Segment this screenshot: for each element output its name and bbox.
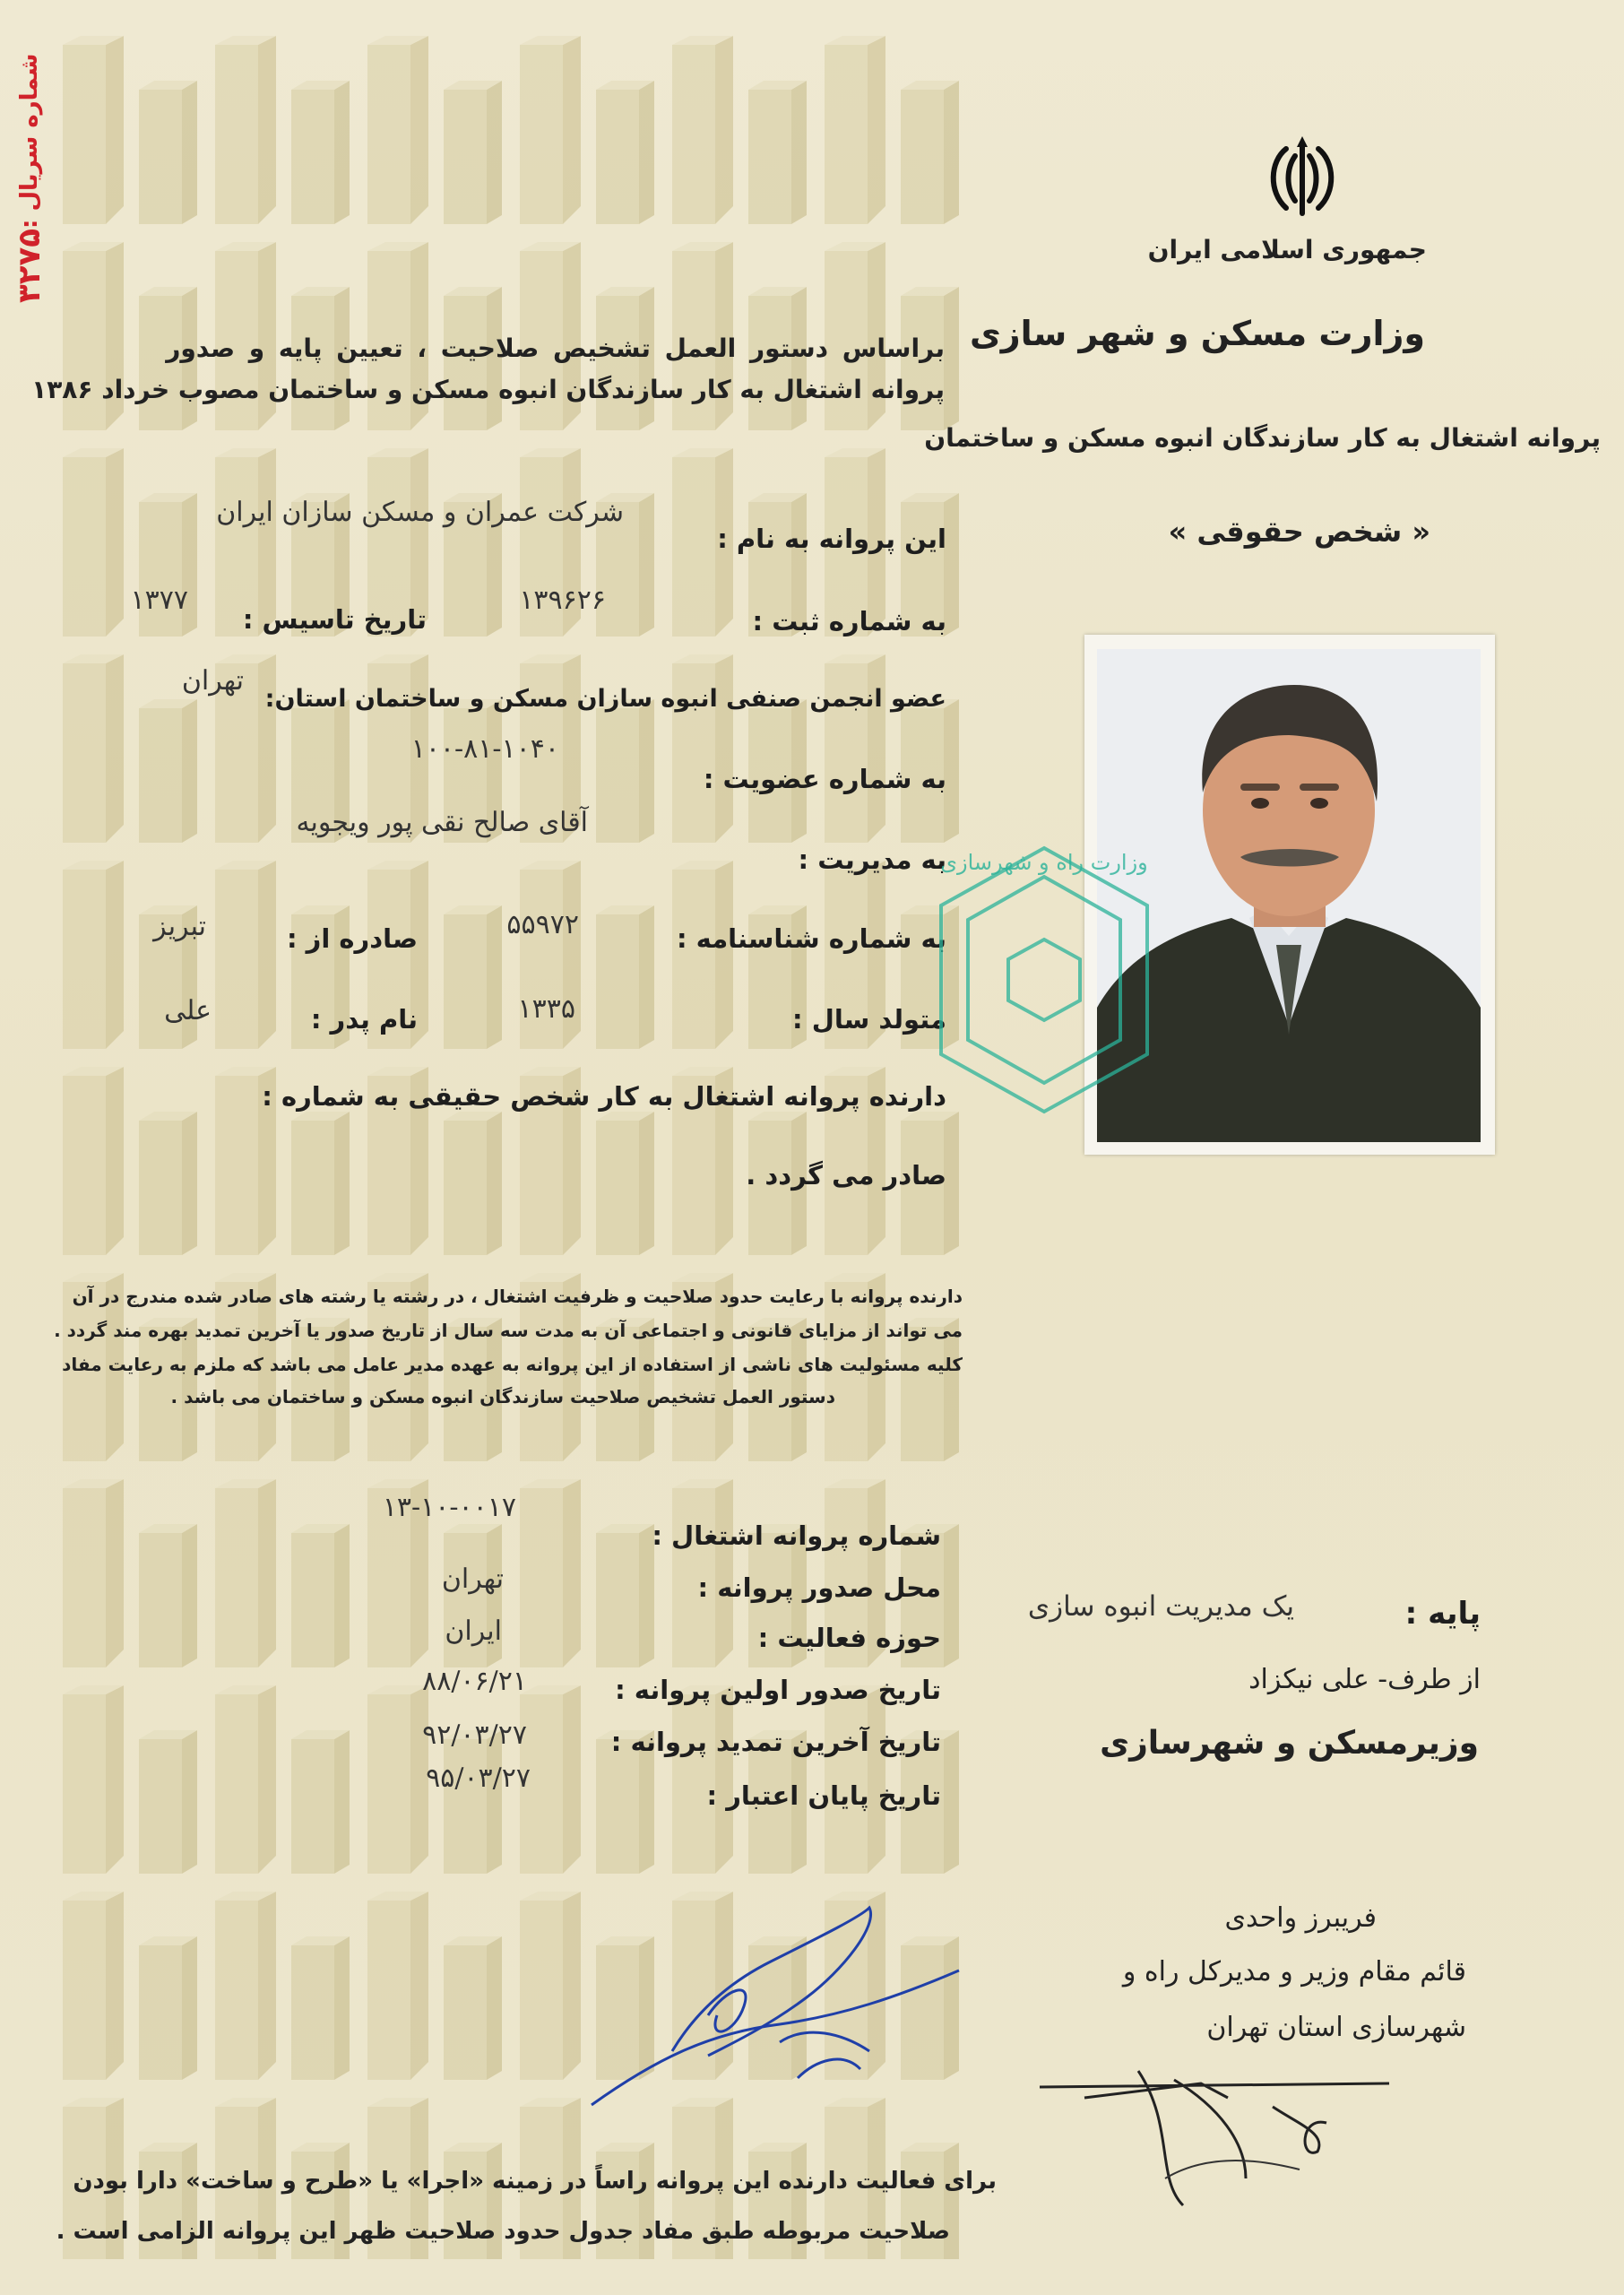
serial-number	[7, 54, 52, 323]
manager-value: آقای صالح نقی پور ویجویه	[296, 807, 588, 838]
serial-label: شماره سریال :	[16, 54, 43, 230]
issue-place-value: تهران	[441, 1563, 504, 1595]
expiry-value: ۹۵/۰۳/۲۷	[426, 1762, 531, 1794]
republic-title: جمهوری اسلامی ایران	[1147, 235, 1427, 264]
membership-label: به شماره عضویت :	[703, 764, 946, 794]
ministry-title: وزارت مسکن و شهر سازی	[969, 314, 1425, 353]
terms-line-2: می تواند از مزایای قانونی و اجتماعی آن به مدت سه سال از تاریخ صدور یا آخرین تمدید بهره مند گردد .	[54, 1320, 963, 1341]
holder-line: دارنده پروانه اشتغال به کار شخص حقیقی به شماره :	[262, 1081, 946, 1112]
company-name-value: شرکت عمران و مسکن سازان ایران	[216, 497, 624, 528]
intro-line-2: پروانه اشتغال به کار سازندگان انبوه مسکن و ساختمان مصوب خرداد ۱۳۸۶	[31, 375, 945, 404]
official-stamp	[932, 841, 1156, 1119]
last-renewal-value: ۹۲/۰۳/۲۷	[422, 1719, 527, 1751]
signature-deputy	[1031, 2044, 1407, 2214]
issued-from-value: تبریز	[153, 911, 206, 942]
founded-label: تاریخ تاسیس :	[242, 604, 427, 635]
issued-from-label: صادره از :	[286, 923, 418, 954]
on-behalf-text: از طرف- علی نیکزاد	[1248, 1664, 1481, 1695]
stamp-text: وزارت راه و شهرسازی	[940, 850, 1148, 875]
birth-year-value: ۱۳۳۵	[517, 993, 575, 1025]
activity-scope-label: حوزه فعالیت :	[757, 1623, 941, 1653]
terms-line-3: کلیه مسئولیت های ناشی از استفاده از این پروانه به عهده مدیر عامل می باشد که ملزم به رعایت مفاد	[62, 1354, 963, 1375]
license-number-label: شماره پروانه اشتغال :	[652, 1520, 941, 1551]
issued-line: صادر می گردد .	[746, 1160, 946, 1191]
id-number-value: ۵۵۹۷۲	[506, 909, 579, 940]
deputy-name: فریبرز واحدی	[1224, 1902, 1377, 1934]
manager-label: به مدیریت :	[798, 844, 946, 875]
intro-line-1: براساس دستور العمل تشخیص صلاحیت ، تعیین پایه و صدور	[166, 333, 945, 363]
person-type: « شخص حقوقی »	[1168, 515, 1430, 549]
registration-label: به شماره ثبت :	[752, 606, 946, 637]
father-name-value: علی	[164, 995, 212, 1026]
activity-scope-value: ایران	[445, 1615, 502, 1647]
deputy-title-line-1: قائم مقام وزیر و مدیرکل راه و	[1122, 1956, 1466, 1988]
father-name-label: نام پدر :	[310, 1004, 418, 1035]
grade-label: پایه :	[1404, 1596, 1481, 1632]
member-province-value: تهران	[181, 665, 244, 697]
member-label: عضو انجمن صنفی انبوه سازان مسکن و ساختمان استان:	[264, 685, 946, 713]
license-number-value: ۱۳-۱۰-۰۰۱۷	[382, 1492, 516, 1523]
footer-line-1: برای فعالیت دارنده این پروانه راساً در زمینه «اجرا» یا «طرح و ساخت» دارا بودن	[73, 2168, 997, 2195]
terms-line-4: دستور العمل تشخیص صلاحیت سازندگان انبوه مسکن و ساختمان می باشد .	[170, 1386, 835, 1407]
license-title: پروانه اشتغال به کار سازندگان انبوه مسکن و ساختمان	[924, 423, 1601, 453]
terms-line-1: دارنده پروانه با رعایت حدود صلاحیت و ظرفیت اشتغال ، در رشته یا رشته های صادر شده مندرج در آن	[72, 1286, 963, 1307]
grade-value: یک مدیریت انبوه سازی	[1027, 1590, 1294, 1623]
deputy-title-line-2: شهرسازی استان تهران	[1206, 2012, 1466, 2043]
id-number-label: به شماره شناسنامه :	[676, 923, 946, 954]
membership-value: ۱۰۰-۸۱-۱۰۴۰	[410, 733, 559, 765]
first-issue-value: ۸۸/۰۶/۲۱	[422, 1666, 527, 1697]
iran-emblem-icon	[1259, 133, 1345, 222]
issue-place-label: محل صدور پروانه :	[697, 1572, 941, 1603]
signature-blue	[574, 1899, 968, 2123]
minister-title: وزیرمسکن و شهرسازی	[1100, 1725, 1479, 1762]
serial-value: ۳۲۷۵	[12, 229, 48, 304]
footer-line-2: صلاحیت مربوطه طبق مفاد جدول حدود صلاحیت ظهر این پروانه الزامی است .	[56, 2218, 950, 2245]
registration-value: ۱۳۹۶۲۶	[519, 585, 606, 616]
first-issue-label: تاریخ صدور اولین پروانه :	[615, 1675, 941, 1705]
birth-year-label: متولد سال :	[792, 1004, 946, 1035]
last-renewal-label: تاریخ آخرین تمدید پروانه :	[610, 1727, 941, 1757]
expiry-label: تاریخ پایان اعتبار :	[706, 1780, 941, 1811]
company-name-label: این پروانه به نام :	[717, 524, 946, 554]
founded-value: ۱۳۷۷	[130, 585, 188, 616]
